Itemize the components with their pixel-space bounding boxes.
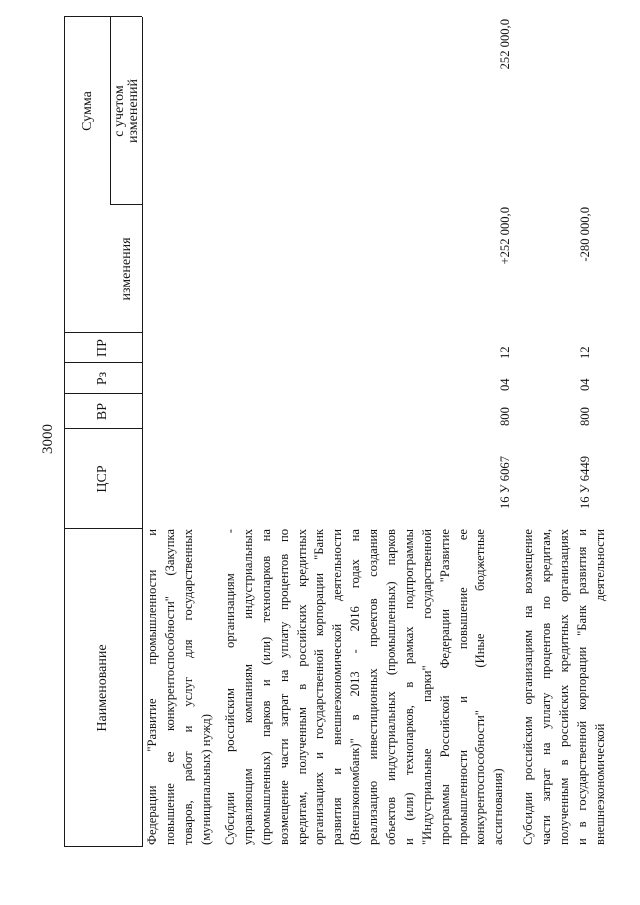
row-1-line: товаров, работ и услуг для государственных [180,529,195,845]
header-bottom-border [142,17,143,847]
row-3-line: части затрат на уплату процентов по кредитам, [538,529,553,845]
row-3-vr: 800 [578,407,592,426]
row-1-line: (муниципальных) нужд) [198,714,213,845]
header-sum: Сумма [80,91,95,131]
row-2-line: ассигнования) [491,768,506,845]
row-2-line: (Внешэкономбанк)" в 2013 - 2016 годах на [348,529,363,845]
row-3-line: внешнеэкономической деятельности [592,529,607,845]
row-3-line: и в государственной корпорации "Банк развития и [574,529,589,845]
sum-header-divider [110,17,111,205]
row-1-line: повышение ее конкурентоспособности" (Закупка [162,529,177,845]
header-pr: ПР [95,339,110,357]
row-3-line: полученным в российских кредитных организациях [556,529,571,845]
header-name: Наименование [95,644,110,732]
row-1-line: Федерации "Развитие промышленности и [145,529,159,845]
row-2-line: управляющим компаниям индустриальных [240,529,255,845]
row-2-name [222,529,508,845]
row-3-csr: 16 У 6449 [578,456,592,509]
header-vr: ВР [95,402,110,421]
row-2-line: кредитам, полученным в российских кредитных [294,529,309,845]
row-2-line: промышленности и повышение ее [455,529,470,845]
table-top-border [64,17,65,847]
row-1-name [144,529,216,845]
row-2-total: 252 000,0 [498,19,512,70]
row-2-line: Субсидии российским организациям - [223,529,237,845]
row-2-line: программы Российской Федерации "Развитие [437,529,452,845]
row-3-rz: 04 [578,378,592,391]
row-2-change: +252 000,0 [498,207,512,265]
header-rz: Рз [95,371,110,386]
header-change: изменения [119,237,134,301]
row-2-line: организациях и государственной корпорации "Банк [312,529,327,845]
row-2-line: конкурентоспособности" (Иные бюджетные [473,529,488,845]
row-2-csr: 16 У 6067 [498,456,512,509]
row-3-line: Субсидии российским организациям на возмещение [521,529,535,845]
row-2-line: (промышленных) парков и (или) технопарков на [258,529,273,845]
row-3-change: -280 000,0 [578,207,592,262]
row-2-line: возмещение части затрат на уплату процентов по [276,529,291,845]
row-2-line: и (или) технопарков, в рамках подпрограммы [401,529,416,845]
header-csr: ЦСР [95,465,110,493]
row-3-pr: 12 [578,346,592,359]
row-2-line: "Индустриальные парки" государственной [419,529,434,845]
row-2-vr: 800 [498,407,512,426]
row-3-name [520,529,609,845]
header-with-change-2: изменений [126,78,141,144]
row-2-line: развития и внешнеэкономической деятельности [330,529,345,845]
row-2-line: реализацию инвестиционных проектов создания [366,529,381,845]
row-2-line: объектов индустриальных (промышленных) парков [384,529,399,845]
page-number: 3000 [40,424,56,454]
row-2-pr: 12 [498,346,512,359]
row-2-rz: 04 [498,378,512,391]
header-with-change-1: с учетом [112,85,127,137]
